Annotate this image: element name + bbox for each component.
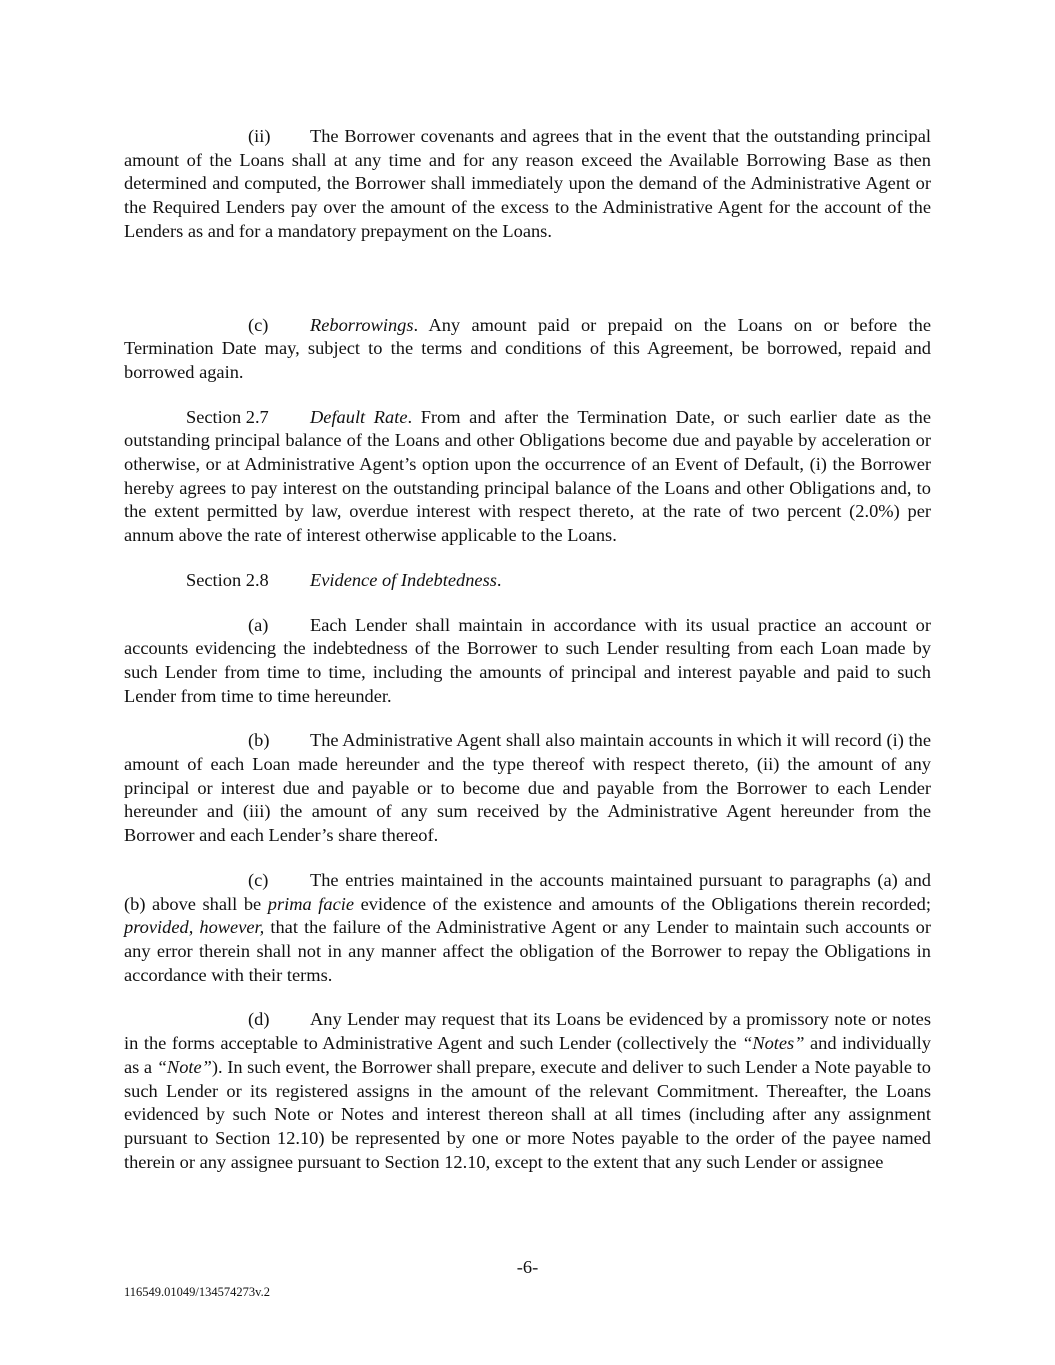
paragraph-c-entries	[124, 869, 931, 988]
section-heading: Default Rate	[310, 406, 408, 427]
paragraph-italic-text: prima facie	[267, 893, 355, 914]
paragraph-text: The Administrative Agent shall also maintain accounts in which it will record (i) the amount of each Loan made hereunder and the type thereof with respect thereto, (ii) the amount of any principal or interest due and payable or to become due and payable from the Borrower to each Lender hereunder and (iii) the amount of any sum received by the Administrative Agent hereunder from the Borrower and each Lender’s share thereof.	[124, 730, 931, 846]
section-text: . From and after the Termination Date, or such earlier date as the outstanding principal balance of the Loans and other Obligations become due and payable by acceleration or otherwise, or at Administrative Agent’s option upon the occurrence of an Event of Default, (i) the Borrower hereby agrees to pay interest on the outstanding principal balance of the Loans and other Obligations and, to the extent permitted by law, overdue interest with respect thereto, at the rate of two percent (2.0%) per annum above the rate of interest otherwise applicable to the Loans.	[124, 406, 931, 546]
document-id: 116549.01049/134574273v.2	[124, 1285, 270, 1299]
paragraph-number: (a)	[248, 614, 269, 635]
paragraph-heading: Reborrowings	[310, 314, 414, 335]
paragraph-a	[124, 614, 931, 709]
paragraph-italic-text: provided, however,	[124, 917, 265, 938]
paragraph-text: Any Lender may request that its Loans be evidenced by a promissory note or notes in the forms acceptable to Administrative Agent and such Lender (collectively the	[124, 1009, 931, 1054]
paragraph-text: . Any amount paid or prepaid on the Loans on or before the Termination Date may, subject to the terms and conditions of this Agreement, be borrowed, repaid and borrowed again.	[124, 314, 931, 382]
section-number: Section 2.8	[186, 569, 269, 590]
paragraph-b	[124, 729, 931, 848]
paragraph-italic-text: “Notes”	[742, 1033, 805, 1054]
paragraph-text: The entries maintained in the accounts maintained pursuant to paragraphs (a) and (b) above shall be	[124, 869, 931, 914]
section-heading-suffix: .	[496, 569, 502, 590]
paragraph-d	[124, 1008, 931, 1174]
paragraph-ii	[124, 125, 931, 244]
paragraph-number: (c)	[248, 869, 269, 890]
paragraph-text: The Borrower covenants and agrees that in the event that the outstanding principal amount of the Loans shall at any time and for any reason exceed the Available Borrowing Base as then determined and computed, the Borrower shall immediately upon the demand of the Administrative Agent or the Required Lenders pay over the amount of the excess to the Administrative Agent for the account of the Lenders as and for a mandatory prepayment on the Loans.	[124, 126, 931, 241]
paragraph-text: ). In such event, the Borrower shall prepare, execute and deliver to such Lender a Note payable to such Lender or its registered assigns in the amount of the relevant Commitment. Thereafter, the Loans evidenced by such Note or Notes and interest thereon shall at all times (including after any assignment pursuant to Section 12.10) be represented by one or more Notes payable to the order of the payee named therein or any assignee pursuant to Section 12.10, except to the extent that any such Lender or assignee	[124, 1056, 931, 1172]
paragraph-number: (b)	[248, 730, 270, 751]
section-2-7	[124, 406, 931, 548]
paragraph-text: evidence of the existence and amounts of the Obligations therein recorded;	[354, 893, 931, 914]
section-number: Section 2.7	[186, 406, 269, 427]
paragraph-text: Each Lender shall maintain in accordance with its usual practice an account or accounts evidencing the indebtedness of the Borrower to such Lender resulting from each Loan made by such Lender from time to time, including the amounts of principal and interest payable and paid to such Lender from time to time hereunder.	[124, 614, 931, 706]
paragraph-italic-text: “Note”	[156, 1056, 212, 1077]
section-2-8	[124, 569, 931, 593]
page-number: -6-	[516, 1257, 539, 1277]
paragraph-number: (d)	[248, 1009, 270, 1030]
paragraph-text: and individually as a	[124, 1033, 931, 1077]
section-heading: Evidence of Indebtedness	[310, 569, 497, 590]
paragraph-number: (ii)	[248, 126, 271, 146]
paragraph-number: (c)	[248, 314, 269, 335]
paragraph-text: that the failure of the Administrative Agent or any Lender to maintain such accounts or any error therein shall not in any manner affect the obligation of the Borrower to repay the Obligations in accordance with their terms.	[124, 917, 931, 985]
paragraph-c-reborrowings	[124, 314, 931, 385]
document-body	[124, 125, 931, 1174]
